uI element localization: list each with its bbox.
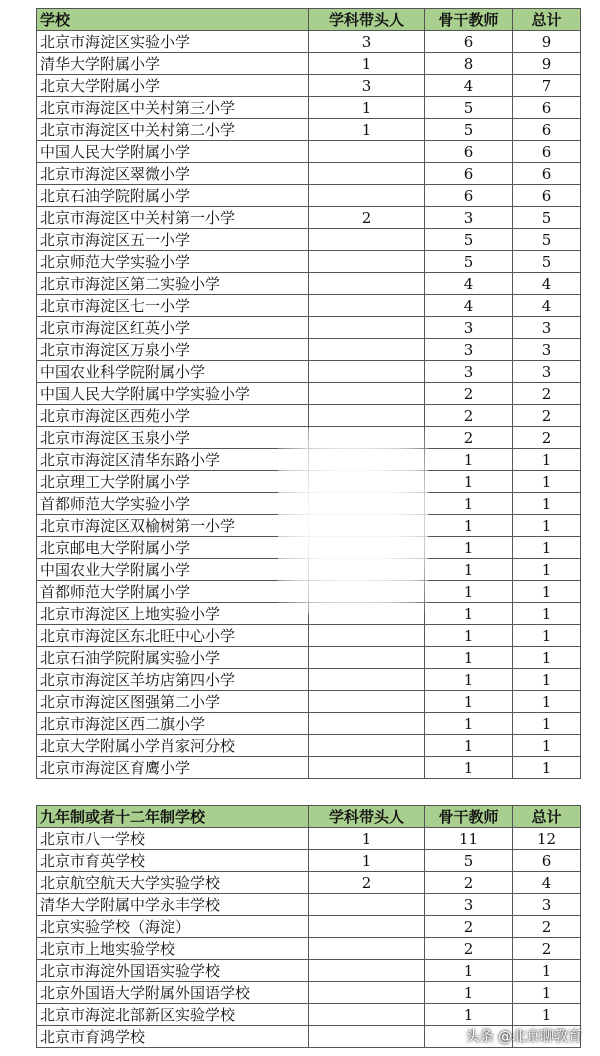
table-row (37, 273, 581, 295)
school-name-cell: 北京市海淀外国语实验学校 (37, 960, 309, 982)
table-row (37, 916, 581, 938)
total-cell: 6 (513, 97, 581, 119)
subject-leader-cell (309, 982, 425, 1004)
total-cell: 1 (513, 625, 581, 647)
subject-leader-cell (309, 185, 425, 207)
elementary-schools-table (36, 8, 581, 779)
k12-schools-table (36, 805, 581, 1048)
subject-leader-cell (309, 669, 425, 691)
subject-leader-cell (309, 383, 425, 405)
header-row (37, 806, 581, 828)
key-teacher-cell: 8 (425, 53, 513, 75)
key-teacher-cell: 1 (425, 669, 513, 691)
table-row (37, 339, 581, 361)
subject-leader-cell (309, 251, 425, 273)
column-header: 九年制或者十二年制学校 (37, 806, 309, 828)
table-row (37, 691, 581, 713)
total-cell: 1 (513, 757, 581, 779)
total-cell: 6 (513, 185, 581, 207)
school-name-cell: 北京市海淀区五一小学 (37, 229, 309, 251)
key-teacher-cell: 1 (425, 537, 513, 559)
key-teacher-cell: 1 (425, 449, 513, 471)
total-cell: 1 (513, 647, 581, 669)
subject-leader-cell (309, 361, 425, 383)
total-cell: 6 (513, 850, 581, 872)
blurred-region (278, 428, 428, 614)
total-cell: 2 (513, 383, 581, 405)
table-row (37, 31, 581, 53)
key-teacher-cell: 6 (425, 141, 513, 163)
total-cell: 6 (513, 163, 581, 185)
key-teacher-cell: 2 (425, 916, 513, 938)
school-name-cell: 北京石油学院附属小学 (37, 185, 309, 207)
subject-leader-cell (309, 141, 425, 163)
total-cell: 1 (513, 515, 581, 537)
total-cell: 2 (513, 938, 581, 960)
key-teacher-cell: 1 (425, 735, 513, 757)
column-header: 总计 (513, 9, 581, 31)
table-row (37, 938, 581, 960)
subject-leader-cell: 1 (309, 97, 425, 119)
subject-leader-cell (309, 757, 425, 779)
total-cell: 1 (513, 537, 581, 559)
key-teacher-cell: 1 (425, 647, 513, 669)
total-cell: 5 (513, 251, 581, 273)
table-row (37, 872, 581, 894)
column-header: 骨干教师 (425, 806, 513, 828)
subject-leader-cell: 3 (309, 31, 425, 53)
subject-leader-cell (309, 295, 425, 317)
subject-leader-cell (309, 916, 425, 938)
key-teacher-cell: 2 (425, 872, 513, 894)
table-row (37, 317, 581, 339)
key-teacher-cell: 1 (425, 713, 513, 735)
table-row (37, 960, 581, 982)
school-name-cell: 清华大学附属小学 (37, 53, 309, 75)
subject-leader-cell: 1 (309, 119, 425, 141)
total-cell: 1 (513, 493, 581, 515)
total-cell: 12 (513, 828, 581, 850)
total-cell: 3 (513, 339, 581, 361)
total-cell: 1 (513, 449, 581, 471)
table-row (37, 850, 581, 872)
school-name-cell: 北京市海淀区中关村第三小学 (37, 97, 309, 119)
table-row (37, 295, 581, 317)
school-name-cell: 清华大学附属中学永丰学校 (37, 894, 309, 916)
table-row (37, 894, 581, 916)
school-name-cell: 北京市上地实验学校 (37, 938, 309, 960)
table-row (37, 625, 581, 647)
key-teacher-cell: 5 (425, 229, 513, 251)
school-name-cell: 北京理工大学附属小学 (37, 471, 309, 493)
school-name-cell: 北京实验学校（海淀） (37, 916, 309, 938)
subject-leader-cell (309, 273, 425, 295)
school-name-cell: 首都师范大学实验小学 (37, 493, 309, 515)
total-cell: 1 (513, 735, 581, 757)
total-cell: 7 (513, 75, 581, 97)
key-teacher-cell: 2 (425, 938, 513, 960)
table-row (37, 119, 581, 141)
school-name-cell: 北京市海淀区中关村第一小学 (37, 207, 309, 229)
total-cell: 1 (513, 691, 581, 713)
school-name-cell: 北京大学附属小学 (37, 75, 309, 97)
key-teacher-cell: 1 (425, 559, 513, 581)
school-name-cell: 北京市海淀区东北旺中心小学 (37, 625, 309, 647)
table-row (37, 97, 581, 119)
school-name-cell: 北京邮电大学附属小学 (37, 537, 309, 559)
watermark: 头条 @北京聊教育 (465, 1029, 582, 1045)
school-name-cell: 中国人民大学附属中学实验小学 (37, 383, 309, 405)
key-teacher-cell: 3 (425, 207, 513, 229)
key-teacher-cell: 1 (425, 493, 513, 515)
table-row (37, 828, 581, 850)
section-gap (36, 779, 580, 805)
table-row (37, 713, 581, 735)
table-row (37, 229, 581, 251)
school-name-cell: 北京市育英学校 (37, 850, 309, 872)
school-name-cell: 北京市海淀区万泉小学 (37, 339, 309, 361)
total-cell: 1 (513, 1004, 581, 1026)
subject-leader-cell (309, 625, 425, 647)
table-row (37, 757, 581, 779)
total-cell: 3 (513, 317, 581, 339)
school-name-cell: 北京市海淀区清华东路小学 (37, 449, 309, 471)
total-cell: 2 (513, 427, 581, 449)
subject-leader-cell (309, 1004, 425, 1026)
school-name-cell: 北京市海淀区西二旗小学 (37, 713, 309, 735)
total-cell: 5 (513, 207, 581, 229)
table-row (37, 163, 581, 185)
school-name-cell: 北京市育鸿学校 (37, 1026, 309, 1048)
key-teacher-cell: 1 (425, 960, 513, 982)
subject-leader-cell (309, 894, 425, 916)
subject-leader-cell (309, 713, 425, 735)
subject-leader-cell: 3 (309, 75, 425, 97)
column-header: 学科带头人 (309, 806, 425, 828)
key-teacher-cell: 1 (425, 691, 513, 713)
school-name-cell: 北京航空航天大学实验学校 (37, 872, 309, 894)
table-row (37, 141, 581, 163)
school-name-cell: 北京外国语大学附属外国语学校 (37, 982, 309, 1004)
key-teacher-cell: 5 (425, 119, 513, 141)
school-name-cell: 北京市海淀区翠微小学 (37, 163, 309, 185)
total-cell: 6 (513, 141, 581, 163)
school-name-cell: 中国农业大学附属小学 (37, 559, 309, 581)
column-header: 总计 (513, 806, 581, 828)
total-cell: 1 (513, 471, 581, 493)
subject-leader-cell (309, 1026, 425, 1048)
subject-leader-cell (309, 339, 425, 361)
total-cell: 1 (513, 960, 581, 982)
subject-leader-cell: 1 (309, 53, 425, 75)
table-row (37, 383, 581, 405)
key-teacher-cell: 2 (425, 405, 513, 427)
table-row (37, 405, 581, 427)
key-teacher-cell: 5 (425, 251, 513, 273)
key-teacher-cell: 1 (425, 625, 513, 647)
school-name-cell: 北京市海淀区西苑小学 (37, 405, 309, 427)
key-teacher-cell: 4 (425, 273, 513, 295)
school-name-cell: 北京市海淀北部新区实验学校 (37, 1004, 309, 1026)
table-row (37, 647, 581, 669)
total-cell: 1 (513, 713, 581, 735)
table-row (37, 361, 581, 383)
subject-leader-cell (309, 163, 425, 185)
subject-leader-cell: 2 (309, 872, 425, 894)
column-header: 学科带头人 (309, 9, 425, 31)
school-name-cell: 北京市海淀区七一小学 (37, 295, 309, 317)
key-teacher-cell: 1 (425, 471, 513, 493)
header-row (37, 9, 581, 31)
total-cell: 5 (513, 229, 581, 251)
school-name-cell: 北京大学附属小学肖家河分校 (37, 735, 309, 757)
school-name-cell: 北京市海淀区图强第二小学 (37, 691, 309, 713)
column-header: 骨干教师 (425, 9, 513, 31)
key-teacher-cell: 1 (425, 603, 513, 625)
key-teacher-cell: 6 (425, 163, 513, 185)
subject-leader-cell (309, 405, 425, 427)
key-teacher-cell: 11 (425, 828, 513, 850)
total-cell: 4 (513, 273, 581, 295)
total-cell: 2 (513, 405, 581, 427)
table-row (37, 1004, 581, 1026)
table-row (37, 75, 581, 97)
key-teacher-cell: 3 (425, 894, 513, 916)
key-teacher-cell: 3 (425, 361, 513, 383)
key-teacher-cell: 1 (425, 757, 513, 779)
total-cell: 2 (513, 916, 581, 938)
subject-leader-cell: 1 (309, 850, 425, 872)
total-cell: 9 (513, 53, 581, 75)
table-row (37, 669, 581, 691)
total-cell: 1 (513, 581, 581, 603)
total-cell: 1 (513, 603, 581, 625)
school-name-cell: 北京市海淀区实验小学 (37, 31, 309, 53)
key-teacher-cell: 1 (425, 982, 513, 1004)
total-cell: 3 (513, 894, 581, 916)
subject-leader-cell (309, 691, 425, 713)
school-name-cell: 北京市海淀区双榆树第一小学 (37, 515, 309, 537)
table-row (37, 185, 581, 207)
school-name-cell: 北京市海淀区第二实验小学 (37, 273, 309, 295)
table-row (37, 53, 581, 75)
key-teacher-cell: 3 (425, 317, 513, 339)
key-teacher-cell: 3 (425, 339, 513, 361)
school-name-cell: 中国农业科学院附属小学 (37, 361, 309, 383)
total-cell: 1 (513, 559, 581, 581)
key-teacher-cell: 1 (425, 581, 513, 603)
school-name-cell: 北京市海淀区上地实验小学 (37, 603, 309, 625)
total-cell: 1 (513, 982, 581, 1004)
subject-leader-cell (309, 229, 425, 251)
table-row (37, 735, 581, 757)
school-name-cell: 首都师范大学附属小学 (37, 581, 309, 603)
school-name-cell: 北京市海淀区羊坊店第四小学 (37, 669, 309, 691)
school-name-cell: 中国人民大学附属小学 (37, 141, 309, 163)
key-teacher-cell: 2 (425, 427, 513, 449)
subject-leader-cell (309, 317, 425, 339)
total-cell: 9 (513, 31, 581, 53)
key-teacher-cell: 1 (425, 1004, 513, 1026)
subject-leader-cell (309, 647, 425, 669)
school-name-cell: 北京市海淀区红英小学 (37, 317, 309, 339)
key-teacher-cell: 6 (425, 31, 513, 53)
table-row (37, 982, 581, 1004)
key-teacher-cell: 2 (425, 383, 513, 405)
school-name-cell: 北京师范大学实验小学 (37, 251, 309, 273)
subject-leader-cell: 1 (309, 828, 425, 850)
key-teacher-cell: 4 (425, 75, 513, 97)
total-cell: 4 (513, 872, 581, 894)
subject-leader-cell (309, 960, 425, 982)
column-header: 学校 (37, 9, 309, 31)
school-name-cell: 北京市海淀区玉泉小学 (37, 427, 309, 449)
subject-leader-cell (309, 938, 425, 960)
school-name-cell: 北京市海淀区中关村第二小学 (37, 119, 309, 141)
school-name-cell: 北京市八一学校 (37, 828, 309, 850)
subject-leader-cell: 2 (309, 207, 425, 229)
table-row (37, 207, 581, 229)
subject-leader-cell (309, 735, 425, 757)
key-teacher-cell: 6 (425, 185, 513, 207)
total-cell: 4 (513, 295, 581, 317)
school-name-cell: 北京市海淀区育鹰小学 (37, 757, 309, 779)
total-cell: 3 (513, 361, 581, 383)
school-name-cell: 北京石油学院附属实验小学 (37, 647, 309, 669)
key-teacher-cell: 5 (425, 850, 513, 872)
key-teacher-cell: 5 (425, 97, 513, 119)
table-row (37, 251, 581, 273)
total-cell: 1 (513, 669, 581, 691)
key-teacher-cell: 4 (425, 295, 513, 317)
total-cell: 6 (513, 119, 581, 141)
key-teacher-cell: 1 (425, 515, 513, 537)
